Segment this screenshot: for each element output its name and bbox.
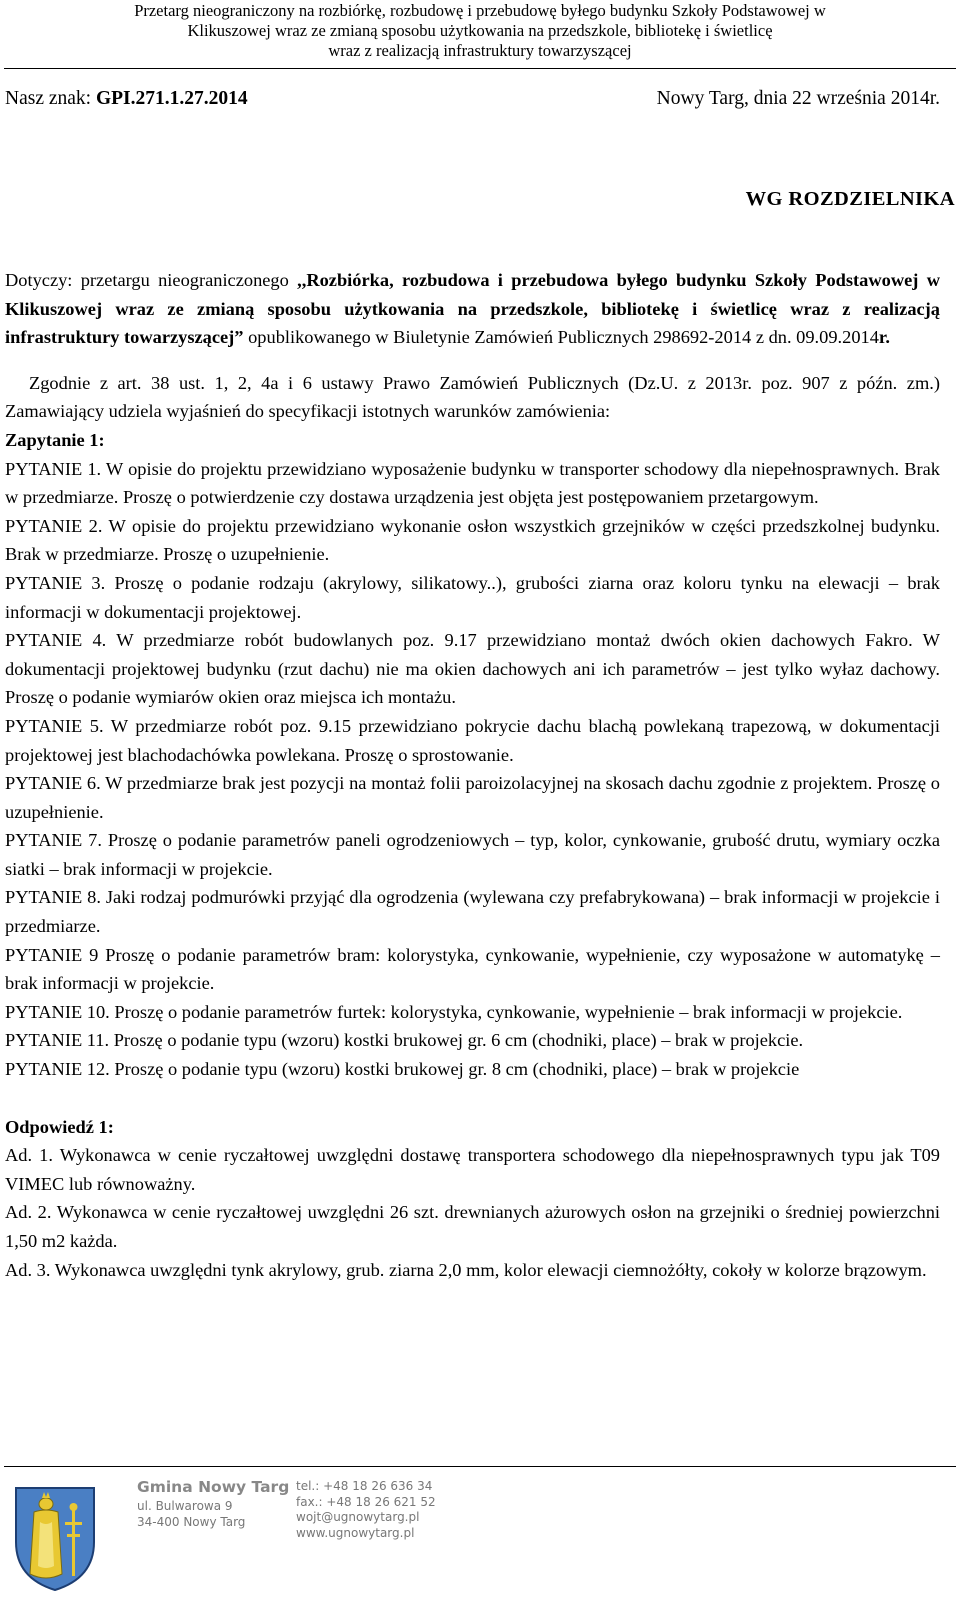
addressee-heading: WG ROZDZIELNIKA <box>745 188 955 210</box>
page-footer <box>0 1466 960 1602</box>
intro-suffix-bold: r. <box>878 327 890 348</box>
answer-item: Ad. 3. Wykonawca uwzględni tynk akrylowy, grub. ziarna 2,0 mm, kolor elewacji ciemnożółty, cokoły w kolorze brązowym. <box>5 1259 927 1280</box>
question-item: PYTANIE 7. Proszę o podanie parametrów paneli ogrodzeniowych – typ, kolor, cynkowanie, grubość drutu, wymiary oczka siatki – brak informacji w projekcie. <box>5 830 940 879</box>
question-item: PYTANIE 9 Proszę o podanie parametrów bram: kolorystyka, cynkowanie, wypełnienie, czy wyposażone w automatykę – brak informacji w projekcie. <box>5 944 940 994</box>
question-item: PYTANIE 1. W opisie do projektu przewidziano wyposażenie budynku w transporter schodowy dla niepełnosprawnych. Brak w przedmiarze. Proszę o potwierdzenie czy dostawa urządzenia jest objęta jest postępowaniem przetargowym. <box>5 458 940 508</box>
website-url: www.ugnowytarg.pl <box>296 1525 415 1540</box>
intro-prefix: Dotyczy: przetargu nieograniczonego <box>5 270 298 290</box>
intro-suffix: opublikowanego w Biuletynie Zamówień Publicznych 298692-2014 z dn. 09.09.2014 <box>243 327 879 348</box>
reference-number <box>5 86 248 112</box>
fax-number: fax.: +48 18 26 621 52 <box>296 1494 436 1509</box>
phone-number: tel.: +48 18 26 636 34 <box>296 1479 433 1493</box>
question-item: PYTANIE 8. Jaki rodzaj podmurówki przyjąć dla ogrodzenia (wylewana czy prefabrykowana) – brak informacji w projekcie i przedmiarze. <box>5 887 940 937</box>
reference-row <box>5 86 940 112</box>
email-address: wojt@ugnowytarg.pl <box>296 1510 420 1525</box>
intro-subject: ,,Rozbiórka, rozbudowa i przebudowa byłego budynku Szkoły Podstawowej w Klikuszowej wraz ze zmianą sposobu użytkowania na przedszkole, bibliotekę i świetlicę wraz z realizacją infrastruktury towarzyszącej” <box>5 270 940 348</box>
running-header <box>0 0 960 67</box>
footer-contact <box>296 1479 436 1541</box>
question-item: PYTANIE 2. W opisie do projektu przewidziano wykonanie osłon wszystkich grzejników w części przedszkolnej budynku. Brak w przedmiarze. Proszę o uzupełnienie. <box>5 515 940 565</box>
document-date: Nowy Targ, dnia 22 września 2014r. <box>656 88 940 109</box>
question-item: PYTANIE 5. W przedmiarze robót poz. 9.15 przewidziano pokrycie dachu blachą powlekaną trapezową, w dokumentacji projektowej jest blachodachówka powlekana. Proszę o sprostowanie. <box>5 715 940 765</box>
header-line-2: Klikuszowej wraz ze zmianą sposobu użytkowania na przedszkole, bibliotekę i świetlicę <box>187 21 773 40</box>
question-item: PYTANIE 6. W przedmiarze brak jest pozycji na montaż folii paroizolacyjnej na skosach dachu zgodnie z projektem. Proszę o uzupełnienie. <box>5 773 940 822</box>
answer-item: Ad. 1. Wykonawca w cenie ryczałtowej uwzględni dostawę transportera schodowego dla niepełnosprawnych typu jak T09 VIMEC lub równoważny. <box>5 1145 940 1194</box>
question-heading: Zapytanie 1: <box>5 429 105 450</box>
intro-paragraph <box>5 266 940 352</box>
header-divider <box>4 68 956 69</box>
question-item: PYTANIE 3. Proszę o podanie rodzaju (akrylowy, silikatowy..), grubości ziarna oraz koloru tynku na elewacji – brak informacji w dokumentacji projektowej. <box>5 572 940 622</box>
question-item: PYTANIE 12. Proszę o podanie typu (wzoru) kostki brukowej gr. 8 cm (chodniki, place) – brak w projekcie <box>5 1059 800 1080</box>
footer-divider <box>4 1466 956 1467</box>
city-address: 34-400 Nowy Targ <box>137 1515 246 1529</box>
question-item: PYTANIE 10. Proszę o podanie parametrów furtek: kolorystyka, cynkowanie, wypełnienie – brak informacji w projekcie. <box>5 1001 903 1022</box>
header-line-1: Przetarg nieograniczony na rozbiórkę, rozbudowę i przebudowę byłego budynku Szkoły Podstawowej w <box>134 1 826 20</box>
legal-basis-paragraph: Zgodnie z art. 38 ust. 1, 2, 4a i 6 ustawy Prawo Zamówień Publicznych (Dz.U. z 2013r. poz. 907 z późn. zm.) Zamawiający udziela wyjaśnień do specyfikacji istotnych warunków zamówienia: <box>5 372 940 422</box>
municipality-name: Gmina Nowy Targ <box>137 1478 290 1496</box>
answer-heading: Odpowiedź 1: <box>5 1116 114 1137</box>
footer-address <box>137 1476 289 1530</box>
coat-of-arms-icon <box>10 1482 100 1594</box>
header-line-3: wraz z realizacją infrastruktury towarzyszącej <box>328 41 632 60</box>
document-body <box>5 266 940 1284</box>
reference-code: GPI.271.1.27.2014 <box>95 88 248 109</box>
street-address: ul. Bulwarowa 9 <box>137 1499 233 1513</box>
answer-item: Ad. 2. Wykonawca w cenie ryczałtowej uwzględni 26 szt. drewnianych ażurowych osłon na grzejniki o średniej powierzchni 1,50 m2 każda. <box>5 1202 940 1251</box>
reference-prefix: Nasz znak: <box>5 88 96 109</box>
question-item: PYTANIE 11. Proszę o podanie typu (wzoru) kostki brukowej gr. 6 cm (chodniki, place) – brak w projekcie. <box>5 1030 804 1051</box>
question-item: PYTANIE 4. W przedmiarze robót budowlanych poz. 9.17 przewidziano montaż dwóch okien dachowych Fakro. W dokumentacji projektowej budynku (rzut dachu) nie ma okien dachowych ani ich parametrów – jest tylko wyłaz dachowy. Proszę o podanie wymiarów okien oraz miejsca ich montażu. <box>5 630 940 708</box>
